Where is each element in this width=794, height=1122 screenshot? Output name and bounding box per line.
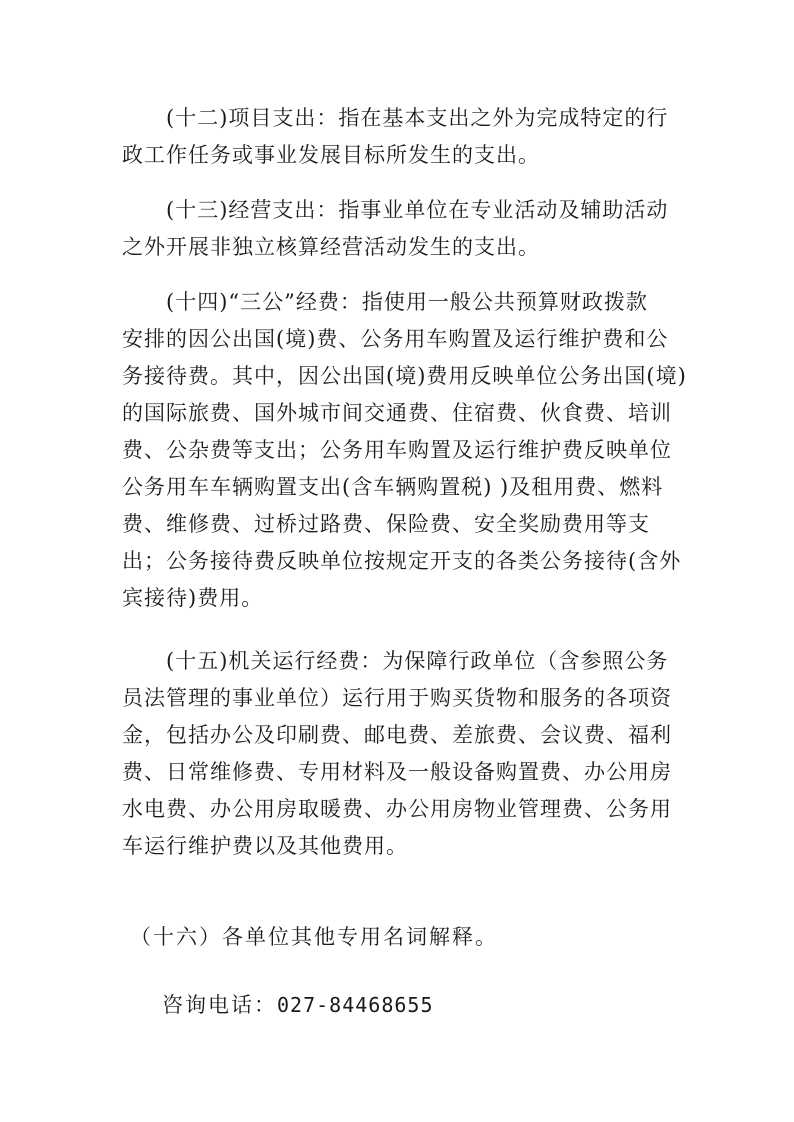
paragraph-line: (十三)经营支出：指事业单位在专业活动及辅助活动 (166, 198, 669, 222)
definition-item-14 (122, 284, 687, 617)
paragraph-line: 的国际旅费、国外城市间交通费、住宿费、伙食费、培训 (122, 401, 672, 425)
paragraph-line: (十四)“三公”经费：指使用一般公共预算财政拨款 (166, 290, 648, 314)
paragraph-line: (十五)机关运行经费：为保障行政单位（含参照公务 (166, 649, 669, 673)
paragraph-line: 之外开展非独立核算经营活动发生的支出。 (122, 235, 540, 259)
paragraph-line: 政工作任务或事业发展目标所发生的支出。 (122, 143, 540, 167)
definition-item-13 (122, 192, 682, 266)
definition-item-12 (122, 100, 682, 174)
paragraph-line: 车运行维护费以及其他费用。 (122, 834, 408, 858)
paragraph-line: 费、公杂费等支出；公务用车购置及运行维护费反映单位 (122, 438, 672, 462)
paragraph-line: 公务用车车辆购置支出(含车辆购置税) )及租用费、燃料 (122, 475, 664, 499)
paragraph-line: （十六）各单位其他专用名词解释。 (130, 925, 498, 949)
paragraph-line: 金，包括办公及印刷费、邮电费、差旅费、会议费、福利 (122, 723, 672, 747)
contact-phone: 027-84468655 (277, 993, 434, 1017)
paragraph-line: 费、维修费、过桥过路费、保险费、安全奖励费用等支 (122, 512, 650, 536)
contact-label: 咨询电话： (162, 993, 277, 1017)
contact-line (162, 987, 434, 1024)
definition-item-16 (130, 919, 690, 956)
paragraph-line: 员法管理的事业单位）运行用于购买货物和服务的各项资 (122, 686, 672, 710)
paragraph-line: 水电费、办公用房取暖费、办公用房物业管理费、公务用 (122, 797, 672, 821)
paragraph-line: 安排的因公出国(境)费、公务用车购置及运行维护费和公 (122, 327, 669, 351)
paragraph-line: 费、日常维修费、专用材料及一般设备购置费、办公用房 (122, 760, 672, 784)
paragraph-line: 务接待费。其中，因公出国(境)费用反映单位公务出国(境) (122, 364, 687, 388)
paragraph-line: 出；公务接待费反映单位按规定开支的各类公务接待(含外 (122, 549, 682, 573)
paragraph-line: 宾接待)费用。 (122, 586, 264, 610)
contact-row (162, 987, 434, 1024)
paragraph-line: (十二)项目支出：指在基本支出之外为完成特定的行 (166, 106, 669, 130)
definition-item-15 (122, 643, 682, 865)
